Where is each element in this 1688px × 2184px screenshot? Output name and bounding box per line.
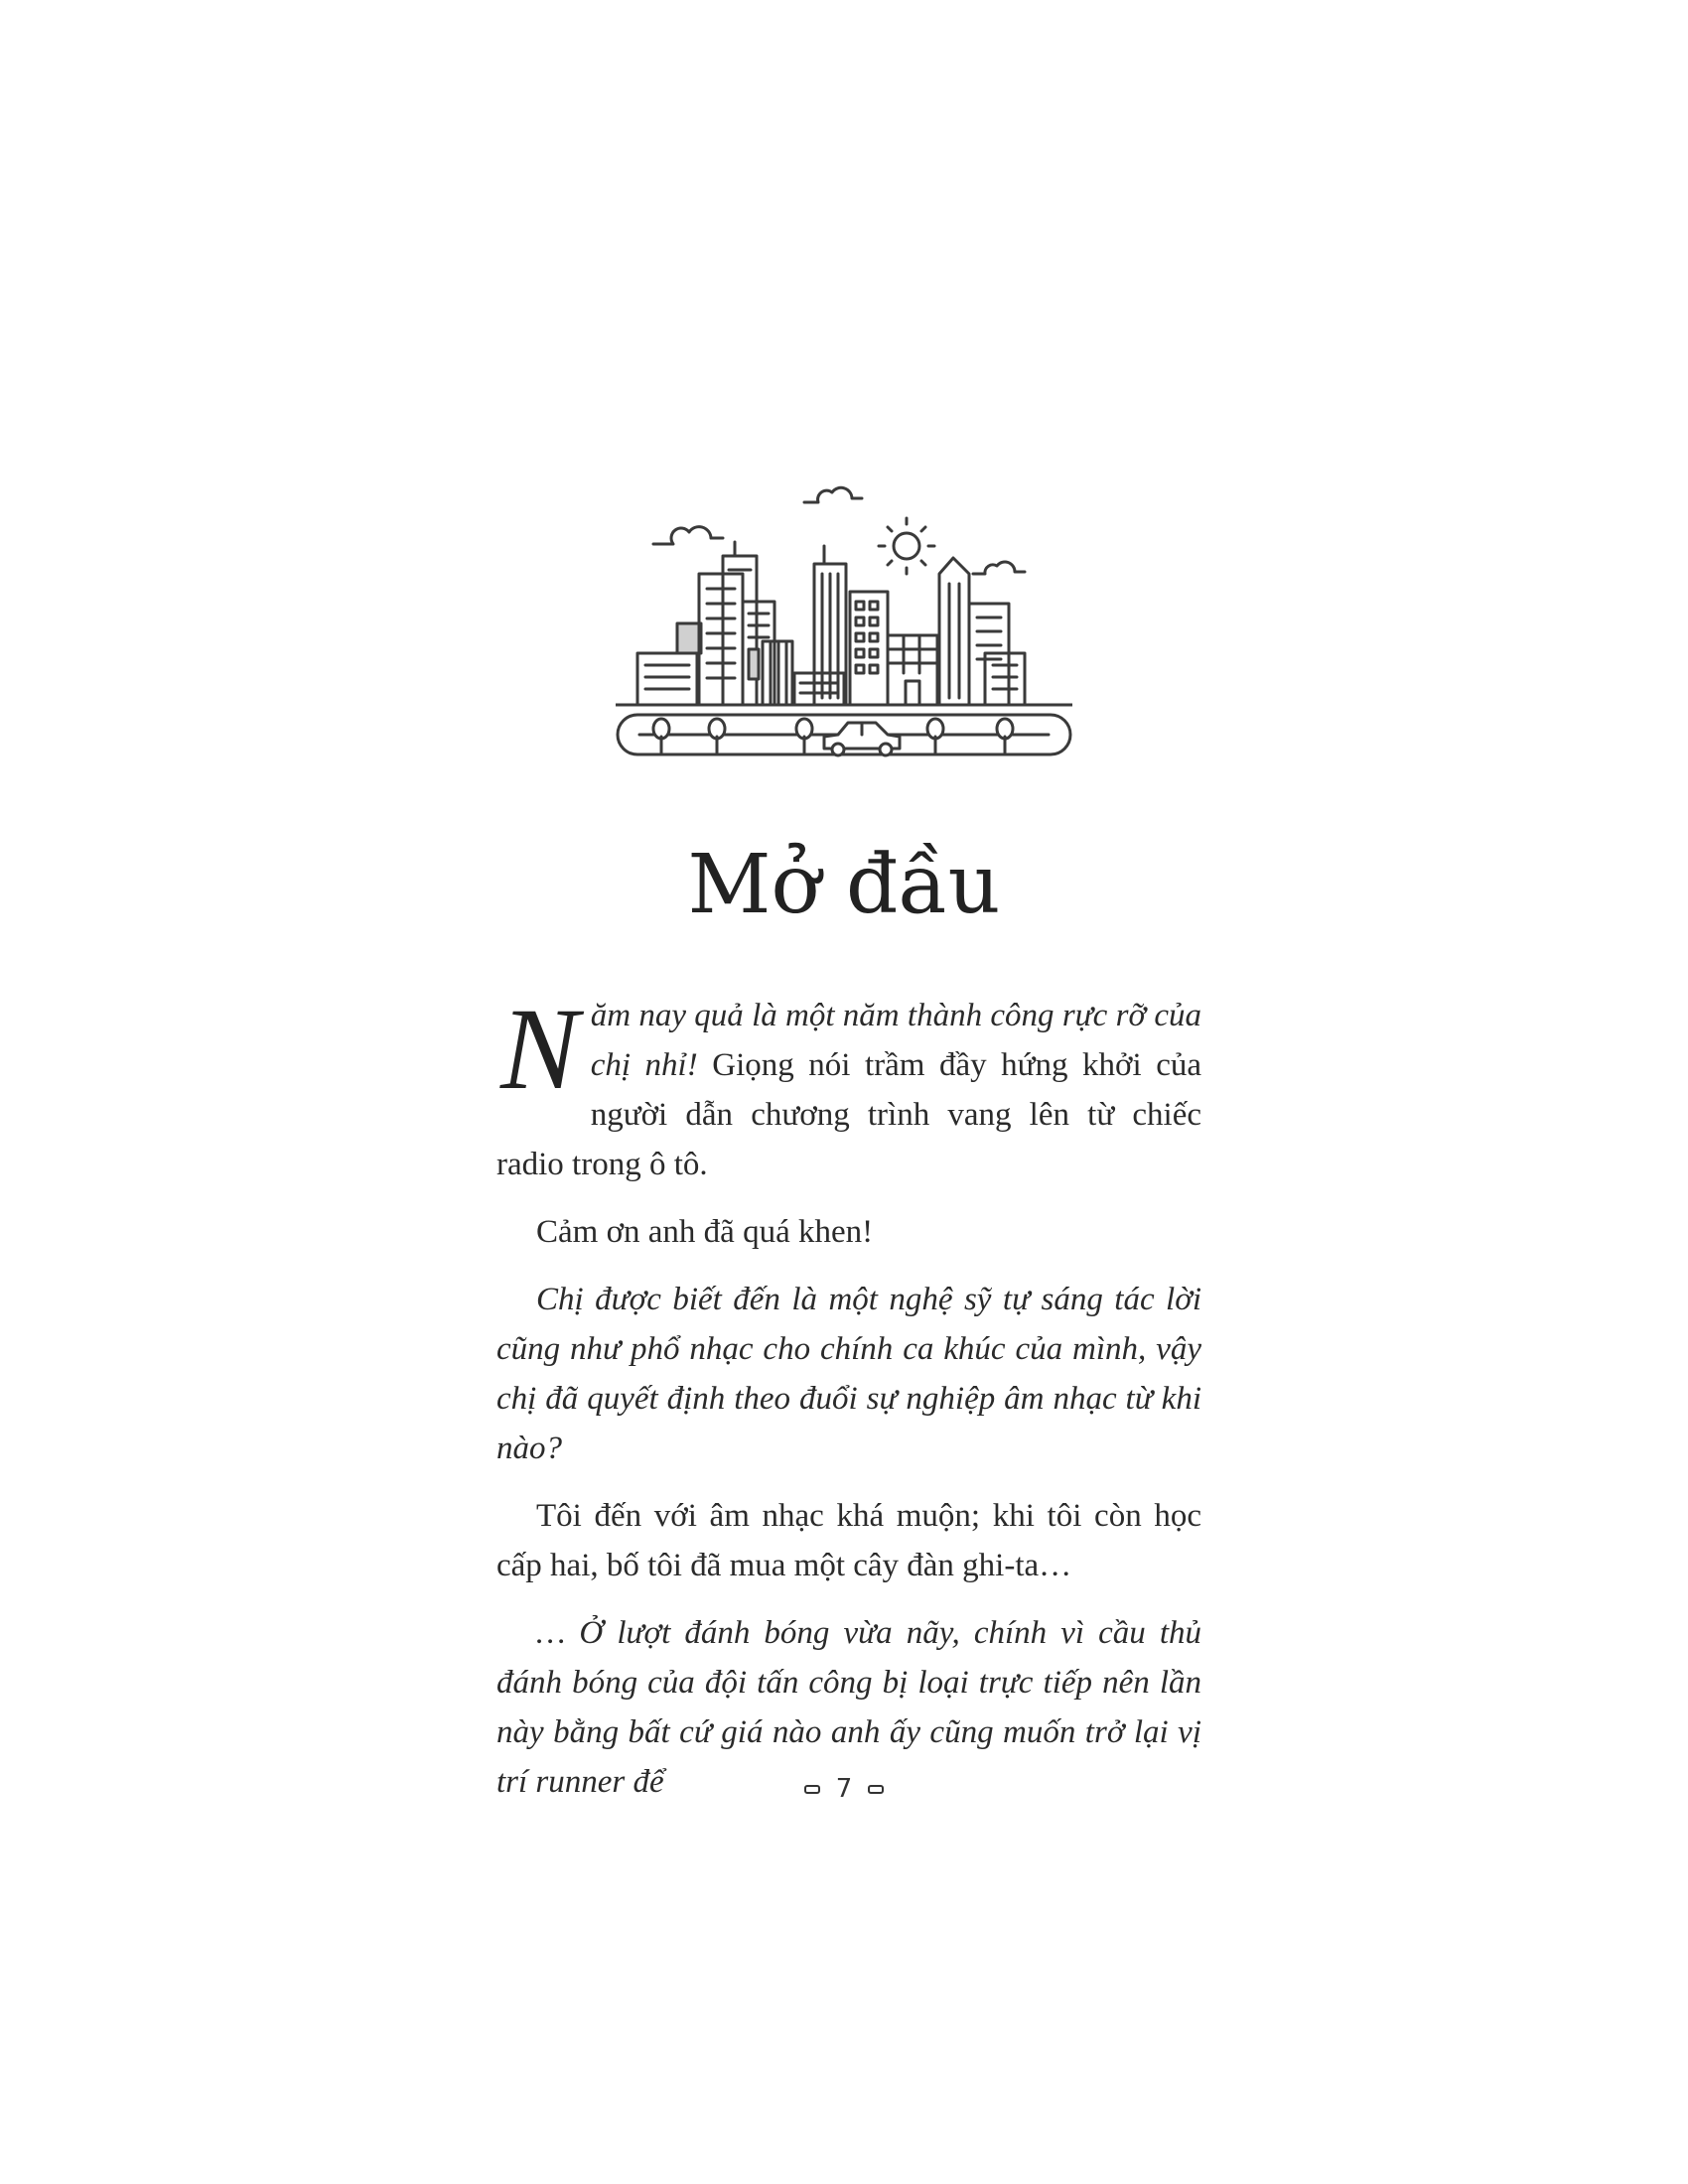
- chapter-title: Mở đầu: [687, 838, 1001, 932]
- page-number-ornament: [868, 1785, 884, 1794]
- cloud-icon: [973, 562, 1025, 574]
- paragraph-italic-text: ăm nay quả là một năm thành công rực rỡ của chị nhỉ!: [590, 998, 1201, 1083]
- sun-icon: [879, 518, 934, 574]
- tree-icon: [709, 719, 725, 752]
- drop-cap: N: [500, 984, 579, 1114]
- paragraph-text: Giọng nói trầm đầy hứng khởi của người dẫn chương trình vang lên từ chiếc radio trong ô tô.: [496, 1047, 1201, 1182]
- cloud-icon: [653, 527, 723, 544]
- opening-paragraph: [496, 984, 1201, 1189]
- paragraph: Chị được biết đến là một nghệ sỹ tự sáng tác lời cũng như phổ nhạc cho chính ca khúc của mình, vậy chị đã quyết định theo đuổi sự nghiệp âm nhạc từ khi nào?: [496, 1282, 1201, 1466]
- page-number-ornament: [804, 1785, 820, 1794]
- car-icon: [824, 723, 900, 755]
- tree-icon: [997, 719, 1013, 752]
- tree-icon: [927, 719, 943, 752]
- paragraph: Cảm ơn anh đã quá khen!: [536, 1214, 874, 1250]
- cloud-icon: [804, 487, 862, 502]
- tree-icon: [653, 719, 669, 752]
- page-number: [0, 1769, 1688, 1809]
- buildings: [637, 542, 1025, 705]
- chapter-body: [496, 984, 1201, 1825]
- paragraph: … Ở lượt đánh bóng vừa nãy, chính vì cầu thủ đánh bóng của đội tấn công bị loại trực tiếp nên lần này bằng bất cứ giá nào anh ấy cũng muốn trở lại vị trí runner để: [496, 1615, 1201, 1800]
- tree-icon: [796, 719, 812, 752]
- paragraph: Tôi đến với âm nhạc khá muộn; khi tôi còn học cấp hai, bố tôi đã mua một cây đàn ghi-ta…: [496, 1498, 1201, 1583]
- page-number-text: 7: [835, 1774, 853, 1804]
- city-skyline-illustration: [616, 475, 1072, 762]
